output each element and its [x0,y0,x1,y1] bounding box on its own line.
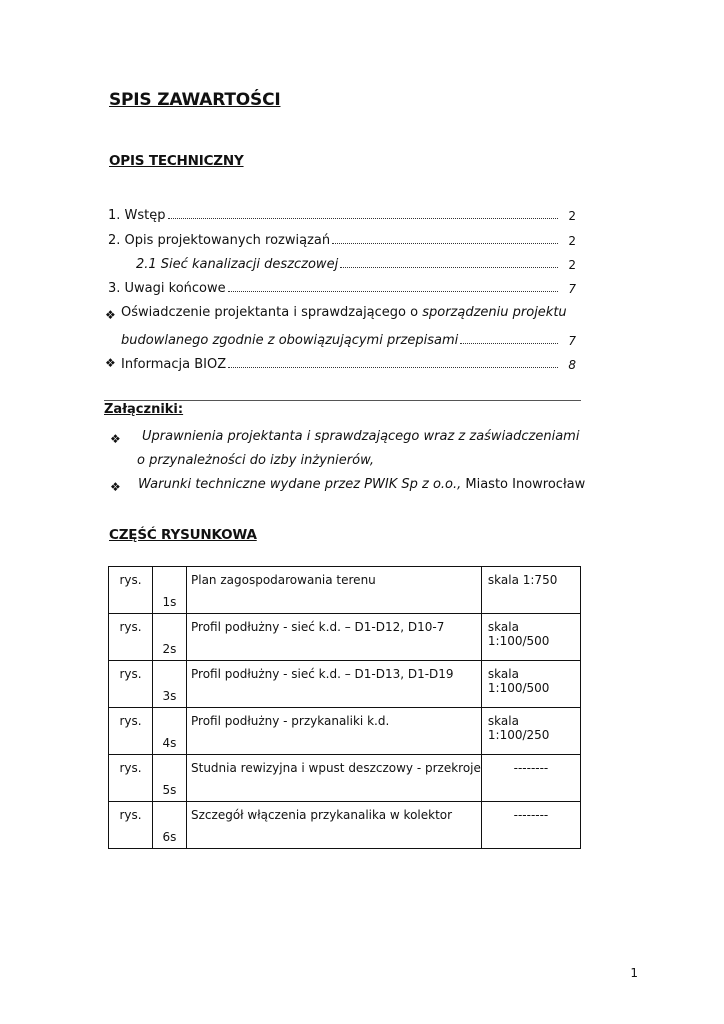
drawing-number: 1s [153,567,187,614]
table-row [109,614,581,661]
page-number: 1 [630,966,638,980]
leader-dots [340,266,558,268]
drawing-description: Szczegół włączenia przykanalika w kolektor [187,802,482,849]
leader-dots [168,217,558,219]
page-title: SPIS ZAWARTOŚCI [109,90,281,110]
leader-dots [332,242,558,244]
toc-page-number: 7 [568,334,576,348]
drawing-prefix: rys. [109,755,153,802]
toc-entry-label: budowlanego zgodnie z obowiązującymi przepisami [121,333,459,348]
diamond-bullet-icon: ❖ [110,480,121,494]
drawing-prefix: rys. [109,708,153,755]
drawing-prefix: rys. [109,614,153,661]
toc-entry-label: 2.1 Sieć kanalizacji deszczowej [136,257,339,272]
drawing-number: 6s [153,802,187,849]
table-row [109,567,581,614]
toc-entry-2 [108,228,576,248]
drawing-description: Profil podłużny - sieć k.d. – D1-D12, D10-7 [187,614,482,661]
table-row [109,661,581,708]
toc-page-number: 2 [568,209,576,223]
toc-entry-3 [108,276,576,296]
drawing-prefix: rys. [109,661,153,708]
drawing-number: 4s [153,708,187,755]
drawing-prefix: rys. [109,802,153,849]
drawing-number: 3s [153,661,187,708]
drawing-scale: -------- [481,802,580,849]
section-heading-technical: OPIS TECHNICZNY [109,153,244,169]
table-row [109,802,581,849]
drawing-number: 2s [153,614,187,661]
attachment-2 [138,477,585,492]
drawing-prefix: rys. [109,567,153,614]
drawing-description: Profil podłużny - sieć k.d. – D1-D13, D1-D19 [187,661,482,708]
attachments-heading: Załączniki: [104,402,184,417]
toc-entry-2-1 [136,252,576,272]
drawing-scale: -------- [481,755,580,802]
diamond-bullet-icon: ❖ [110,432,121,446]
drawing-description: Studnia rewizyjna i wpust deszczowy - przekroje [187,755,482,802]
toc-page-number: 7 [568,282,576,296]
toc-entry-label: Informacja BIOZ [121,357,227,372]
table-row [109,708,581,755]
toc-entry-1 [108,203,576,223]
attachment-text-part: Miasto Inowrocław [461,477,586,492]
attachment-text-part: Warunki techniczne wydane przez PWIK Sp z o.o., [138,477,462,492]
drawing-description: Profil podłużny - przykanaliki k.d. [187,708,482,755]
drawing-scale: skala 1:100/250 [481,708,580,755]
divider [104,400,581,401]
toc-entry-label: 2. Opis projektowanych rozwiązań [108,233,331,248]
section-heading-drawings: CZĘŚĆ RYSUNKOWA [109,527,257,543]
drawings-table [108,566,581,849]
toc-entry-4 [121,328,576,348]
leader-dots [228,366,558,368]
drawing-scale: skala 1:750 [481,567,580,614]
drawing-number: 5s [153,755,187,802]
toc-entry-4-line1 [121,305,567,320]
toc-entry-label-part: sporządzeniu projektu [422,305,567,320]
drawing-scale: skala 1:100/500 [481,661,580,708]
toc-page-number: 2 [568,258,576,272]
diamond-bullet-icon: ❖ [105,308,116,322]
leader-dots [228,290,558,292]
table-row [109,755,581,802]
drawing-description: Plan zagospodarowania terenu [187,567,482,614]
toc-entry-label-part: Oświadczenie projektanta i sprawdzającego o [121,305,423,320]
toc-page-number: 2 [568,234,576,248]
attachment-1-line1: Uprawnienia projektanta i sprawdzającego wraz z zaświadczeniami [142,429,580,444]
toc-entry-label: 1. Wstęp [108,208,166,223]
leader-dots [460,342,558,344]
diamond-bullet-icon: ❖ [105,356,116,370]
drawing-scale: skala 1:100/500 [481,614,580,661]
toc-entry-label: 3. Uwagi końcowe [108,281,226,296]
toc-page-number: 8 [568,358,576,372]
attachment-1-line2: o przynależności do izby inżynierów, [137,453,374,468]
toc-entry-5 [121,352,576,372]
